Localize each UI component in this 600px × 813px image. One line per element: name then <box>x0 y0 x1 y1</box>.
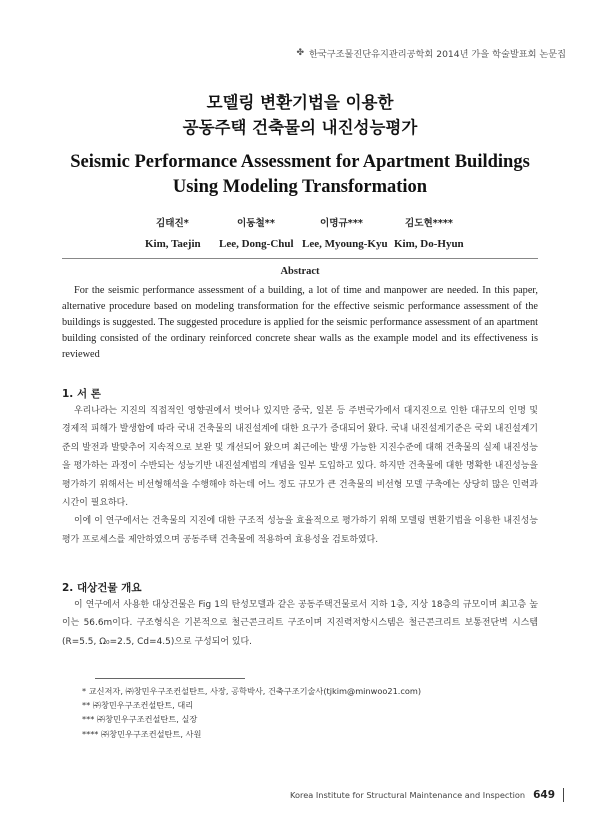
footnotes <box>82 684 542 741</box>
section-1-body <box>62 402 538 549</box>
section-1-paragraph-1: 우리나라는 지진의 직접적인 영향권에서 벗어나 있지만 중국, 일본 등 주변국가에서 대지진으로 인한 대규모의 인명 및 경제적 피해가 발생함에 따라 국내 건축물의 내진설계에 대한 요구가 증대되어 왔다. 국내 내진설계기준은 국외 내진설계기준의 발전과 발맞추어 지속적으로 보완 및 개선되어 왔으며 최근에는 발생 가능한 지진수준에 대해 건축물의 실제 내진성능을 평가하는 과정이 수반되는 성능기반 내진설계법의 개념을 일부 도입하고 있다. 하지만 건축물에 대한 명확한 내진성능을 평가하기 위해서는 비선형해석을 수행해야 하는데 어느 정도 규모가 큰 건축물의 비선형 모델 구축에는 상당히 많은 인력과 시간이 필요하다. <box>62 406 538 509</box>
korean-title <box>0 90 600 140</box>
page-number: 649 <box>533 789 555 801</box>
running-header <box>297 46 567 60</box>
korean-title-line-1: 모델링 변환기법을 이용한 <box>206 93 394 112</box>
journal-name: 한국구조물진단유지관리공학회 2014년 가을 학술발표회 논문집 <box>309 49 566 60</box>
korean-title-line-2: 공동주택 건축물의 내진성능평가 <box>182 118 418 137</box>
authors-korean <box>0 215 600 231</box>
title-divider <box>62 258 538 259</box>
author-ko-2: 이동철** <box>237 218 275 229</box>
abstract-heading: Abstract <box>280 266 320 277</box>
author-ko-3: 이명규*** <box>320 218 363 229</box>
footnote-1: * 교신저자, ㈜창민우구조컨설탄트, 사장, 공학박사, 건축구조기술사(tjkim@minwoo21.com) <box>82 686 422 696</box>
abstract-text: For the seismic performance assessment of a building, a lot of time and manpower are needed. In this paper, alternative procedure based on modeling transformation for the effective seismic performance assessment of the buildings is suggested. The suggested procedure is applied for the seismic performance assessment of an apartment building consisted of the ordinary reinforced concrete shear walls as the example model and its effectiveness is reviewed <box>62 285 538 360</box>
header-bullet-icon: ✤ <box>296 48 305 58</box>
footnote-2: ** ㈜창민우구조컨설탄트, 대리 <box>82 700 194 711</box>
english-title <box>0 150 600 200</box>
authors-english <box>0 238 600 254</box>
author-en-4: Kim, Do-Hyun <box>394 238 464 250</box>
english-title-line-2: Using Modeling Transformation <box>172 177 428 197</box>
author-en-1: Kim, Taejin <box>145 238 201 250</box>
footer-divider <box>563 788 564 802</box>
author-ko-1: 김태진* <box>156 218 189 229</box>
section-1-heading: 1. 서 론 <box>62 388 101 400</box>
page-footer <box>290 788 564 802</box>
author-en-2: Lee, Dong-Chul <box>219 238 294 250</box>
footnote-divider <box>95 678 245 679</box>
author-en-3: Lee, Myoung-Kyu <box>302 238 388 250</box>
section-2-body <box>62 596 538 651</box>
english-title-line-1: Seismic Performance Assessment for Apartment Buildings <box>70 152 530 172</box>
section-2-paragraph-1: 이 연구에서 사용한 대상건물은 Fig 1의 탄성모델과 같은 공동주택건물로서 지하 1층, 지상 18층의 규모이며 최고층 높이는 56.6m이다. 구조형식은 기본적으로 철근콘크리트 구조이며 지진력저항시스템은 철근콘크리트 보통전단벽 시스템(R=5.5, Ω₀=2.5, Cd=4.5)으로 구성되어 있다. <box>62 600 538 647</box>
author-ko-4: 김도현**** <box>405 218 453 229</box>
section-2-heading: 2. 대상건물 개요 <box>62 582 142 594</box>
section-1-paragraph-2: 이에 이 연구에서는 건축물의 지진에 대한 구조적 성능을 효율적으로 평가하기 위해 모델링 변환기법을 이용한 내진성능평가 프로세스를 제안하였으며 공동주택 건축물에 적용하여 효용성을 검토하였다. <box>62 516 538 545</box>
footer-institute: Korea Institute for Structural Maintenance and Inspection <box>290 790 526 800</box>
footnote-4: **** ㈜창민우구조컨설탄트, 사원 <box>82 728 202 739</box>
footnote-3: *** ㈜창민우구조컨설탄트, 실장 <box>82 714 198 725</box>
